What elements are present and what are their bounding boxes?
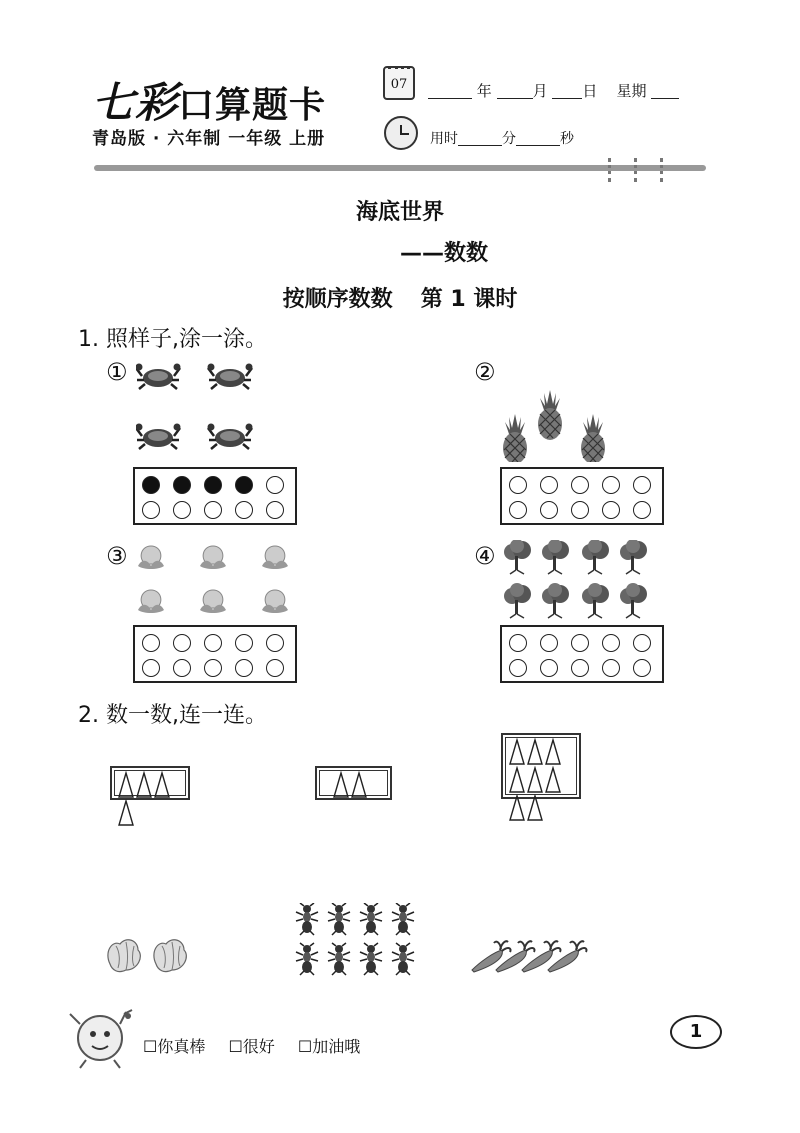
clock-icon	[384, 116, 418, 150]
count-circle[interactable]	[173, 501, 191, 519]
triangle-icon	[332, 771, 350, 799]
count-circle[interactable]	[571, 501, 589, 519]
count-circle[interactable]	[602, 476, 620, 494]
pineapple-icon	[503, 414, 527, 462]
triangle-icon	[508, 738, 526, 766]
self-rating	[143, 1034, 378, 1057]
tree-group	[502, 540, 652, 620]
unit-subtitle: ——数数	[400, 241, 489, 266]
count-circle[interactable]	[173, 659, 191, 677]
count-circle[interactable]	[509, 476, 527, 494]
triangle-icon	[117, 771, 135, 799]
count-circle[interactable]	[540, 634, 558, 652]
count-circle[interactable]	[266, 634, 284, 652]
calendar-icon: 07	[383, 66, 415, 100]
crab-icon	[208, 364, 253, 390]
ant-icon	[360, 903, 382, 935]
count-circle[interactable]	[142, 634, 160, 652]
edition-label: 青岛版 · 六年制 一年级 上册	[92, 129, 326, 149]
peach-icon	[138, 590, 164, 613]
item-2-number: ②	[474, 358, 496, 386]
question-2-prompt: 2. 数一数,连一连。	[78, 703, 267, 728]
ant-icon	[392, 903, 414, 935]
count-circle[interactable]	[633, 634, 651, 652]
triangle-icon	[544, 738, 562, 766]
mascot-icon	[66, 1004, 138, 1070]
second-blank[interactable]	[516, 133, 560, 146]
count-circle[interactable]	[571, 634, 589, 652]
count-circle[interactable]	[173, 634, 191, 652]
question-1-prompt: 1. 照样子,涂一涂。	[78, 327, 267, 352]
ant-icon	[296, 943, 318, 975]
count-circle[interactable]	[571, 476, 589, 494]
divider-tick	[608, 158, 612, 182]
triangle-icon	[526, 766, 544, 794]
carrot-icon	[548, 941, 587, 972]
cabbage-group[interactable]	[104, 932, 196, 976]
ant-icon	[392, 943, 414, 975]
count-circle[interactable]	[602, 634, 620, 652]
triangle-box-2[interactable]	[315, 766, 392, 800]
ant-icon	[360, 943, 382, 975]
cabbage-icon	[154, 940, 186, 972]
count-circle[interactable]	[602, 659, 620, 677]
divider-tick	[634, 158, 638, 182]
tree-icon	[542, 540, 569, 574]
weekday-blank[interactable]	[651, 85, 679, 99]
count-circle[interactable]	[266, 659, 284, 677]
rating-option-keep-going[interactable]: ☐加油哦	[297, 1037, 361, 1056]
minute-blank[interactable]	[458, 133, 502, 146]
count-circle[interactable]	[633, 659, 651, 677]
ant-icon	[328, 903, 350, 935]
tree-icon	[504, 583, 531, 618]
count-circle[interactable]	[235, 634, 253, 652]
dot-box-1	[133, 467, 297, 525]
count-circle[interactable]	[266, 476, 284, 494]
count-circle[interactable]	[509, 501, 527, 519]
rating-option-great[interactable]: ☐你真棒	[143, 1037, 206, 1056]
triangle-icon	[508, 766, 526, 794]
pineapple-icon	[581, 414, 605, 462]
count-circle[interactable]	[173, 476, 191, 494]
triangle-box-8[interactable]	[501, 733, 581, 799]
count-circle[interactable]	[571, 659, 589, 677]
rating-option-good[interactable]: ☐很好	[228, 1037, 275, 1056]
count-circle[interactable]	[509, 659, 527, 677]
header-divider	[94, 165, 706, 171]
triangle-icon	[526, 738, 544, 766]
peach-icon	[200, 590, 226, 613]
count-circle[interactable]	[540, 476, 558, 494]
pineapple-group	[500, 390, 610, 462]
peach-icon	[262, 546, 288, 569]
triangle-icon	[153, 771, 171, 799]
time-fields: 用时 分 秒	[430, 131, 574, 147]
count-circle[interactable]	[509, 634, 527, 652]
dot-box-4	[500, 625, 664, 683]
pineapple-icon	[538, 390, 562, 440]
count-circle[interactable]	[204, 501, 222, 519]
count-circle[interactable]	[235, 476, 253, 494]
year-blank[interactable]	[428, 85, 472, 99]
triangle-icon	[526, 794, 544, 822]
item-3-number: ③	[106, 542, 128, 570]
count-circle[interactable]	[235, 659, 253, 677]
tree-icon	[620, 583, 647, 618]
count-circle[interactable]	[602, 501, 620, 519]
crab-icon	[208, 424, 253, 450]
triangle-icon	[544, 766, 562, 794]
count-circle[interactable]	[235, 501, 253, 519]
peach-icon	[262, 590, 288, 613]
crab-icon	[136, 364, 181, 390]
triangle-icon	[117, 799, 135, 827]
tree-icon	[542, 583, 569, 618]
triangle-icon	[508, 794, 526, 822]
triangle-icon	[350, 771, 368, 799]
ant-icon	[328, 943, 350, 975]
tree-icon	[582, 540, 609, 574]
peach-icon	[200, 546, 226, 569]
count-circle[interactable]	[142, 659, 160, 677]
crab-icon	[136, 424, 181, 450]
divider-tick	[660, 158, 664, 182]
brand-title: 七彩口算题卡	[92, 78, 327, 127]
count-circle[interactable]	[540, 659, 558, 677]
tree-icon	[504, 540, 531, 574]
triangle-box-4[interactable]	[110, 766, 190, 800]
ant-icon	[296, 903, 318, 935]
count-circle[interactable]	[633, 476, 651, 494]
lesson-title: 按顺序数数 第 1 课时	[282, 287, 518, 312]
peach-icon	[138, 546, 164, 569]
count-circle[interactable]	[266, 501, 284, 519]
count-circle[interactable]	[204, 634, 222, 652]
crab-group	[136, 362, 266, 462]
dot-box-2	[500, 467, 664, 525]
date-fields: 年 月 日 星期	[428, 80, 679, 101]
peach-group	[136, 542, 296, 618]
count-circle[interactable]	[142, 476, 160, 494]
tree-icon	[620, 540, 647, 574]
count-circle[interactable]	[204, 476, 222, 494]
triangle-icon	[135, 771, 153, 799]
ant-group[interactable]	[294, 903, 418, 981]
item-4-number: ④	[474, 542, 496, 570]
unit-title: 海底世界	[355, 200, 444, 225]
page-number: 1	[670, 1015, 722, 1049]
day-blank[interactable]	[552, 85, 582, 99]
count-circle[interactable]	[142, 501, 160, 519]
cabbage-icon	[108, 940, 140, 972]
count-circle[interactable]	[633, 501, 651, 519]
tree-icon	[582, 583, 609, 618]
count-circle[interactable]	[540, 501, 558, 519]
item-1-number: ①	[106, 358, 128, 386]
month-blank[interactable]	[497, 85, 533, 99]
carrot-group[interactable]	[470, 934, 590, 976]
dot-box-3	[133, 625, 297, 683]
count-circle[interactable]	[204, 659, 222, 677]
